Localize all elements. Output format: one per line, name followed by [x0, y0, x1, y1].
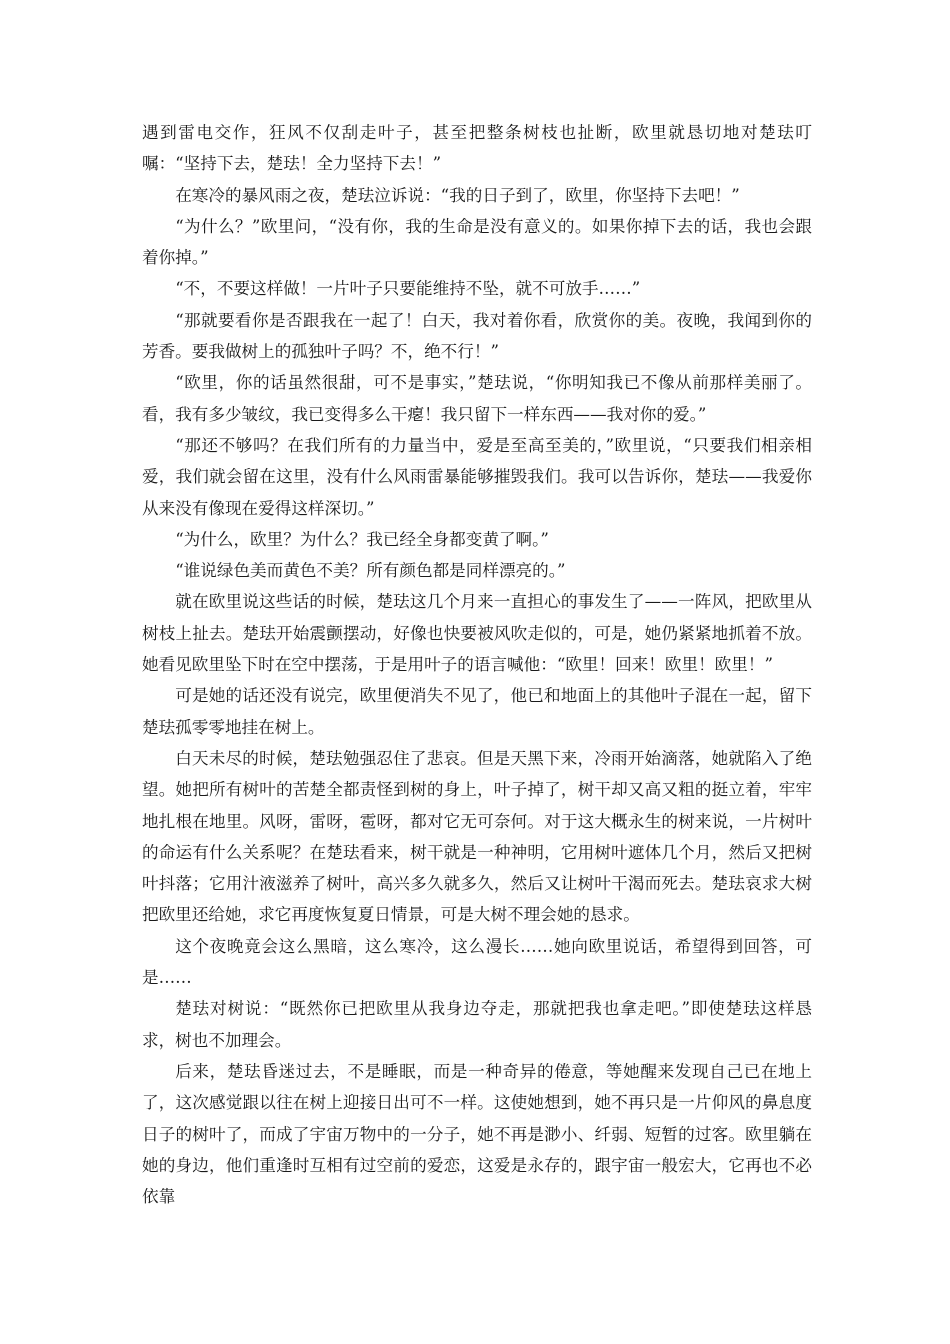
paragraph-2: 在寒冷的暴风雨之夜，楚珐泣诉说：“我的日子到了，欧里，你坚持下去吧！”	[175, 185, 740, 205]
paragraph-12: 白天未尽的时候，楚珐勉强忍住了悲哀。但是天黑下来，冷雨开始滴落，她就陷入了绝望。她把所有树叶的苦楚全都责怪到树的身上，叶子掉了，树干却又高又粗的挺立着，牢牢地扎根在地里。风呀，雷呀，雹呀，都对它无可奈何。对于这大概永生的树来说，一片树叶的命运有什么关系呢？在楚珐看来，树干就是一种神明，它用树叶遮体几个月，然后又把树叶抖落；它用汁液滋养了树叶，高兴多久就多久，然后又让树叶干渴而死去。楚珐哀求大树把欧里还给她，求它再度恢复夏日情景，可是大树不理会她的恳求。	[142, 748, 812, 925]
paragraph-15: 后来，楚珐昏迷过去，不是睡眠，而是一种奇异的倦意，等她醒来发现自己已在地上了，这次感觉跟以往在树上迎接日出可不一样。这使她想到，她不再只是一片仰风的鼻息度日子的树叶了，而成了宇宙万物中的一分子，她不再是渺小、纤弱、短暂的过客。欧里躺在她的身边，他们重逢时互相有过空前的爱恋，这爱是永存的，跟宇宙一般宏大，它再也不必依靠	[142, 1061, 812, 1207]
paragraph-13: 这个夜晚竟会这么黑暗，这么寒冷，这么漫长……她向欧里说话，希望得到回答，可是……	[142, 936, 812, 988]
paragraph-10: 就在欧里说这些话的时候，楚珐这几个月来一直担心的事发生了——一阵风，把欧里从树枝上扯去。楚珐开始震颤摆动，好像也快要被风吹走似的，可是，她仍紧紧地抓着不放。她看见欧里坠下时在空中摆荡，于是用叶子的语言喊他：“欧里！回来！欧里！欧里！”	[142, 592, 812, 675]
paragraph-9: “谁说绿色美而黄色不美？所有颜色都是同样漂亮的。”	[175, 561, 566, 581]
paragraph-8: “为什么，欧里？为什么？我已经全身都变黄了啊。”	[175, 529, 549, 549]
paragraph-3: “为什么？”欧里问，“没有你，我的生命是没有意义的。如果你掉下去的话，我也会跟着你掉。”	[142, 216, 812, 268]
paragraph-14: 楚珐对树说：“既然你已把欧里从我身边夺走，那就把我也拿走吧。”即使楚珐这样恳求，树也不加理会。	[142, 999, 812, 1050]
paragraph-6: “欧里，你的话虽然很甜，可不是事实，”楚珐说，“你明知我已不像从前那样美丽了。看，我有多少皱纹，我已变得多么干瘪！我只留下一样东西——我对你的爱。”	[142, 373, 812, 424]
paragraph-1: 遇到雷电交作，狂风不仅刮走叶子，甚至把整条树枝也扯断，欧里就恳切地对楚珐叮嘱：“坚持下去，楚珐！全力坚持下去！”	[142, 123, 812, 174]
paragraph-5: “那就要看你是否跟我在一起了！白天，我对着你看，欣赏你的美。夜晚，我闻到你的芳香。要我做树上的孤独叶子吗？不，绝不行！”	[142, 310, 812, 362]
paragraph-4: “不，不要这样做！一片叶子只要能维持不坠，就不可放手……”	[175, 279, 641, 299]
story-text	[142, 117, 812, 1212]
paragraph-11: 可是她的话还没有说完，欧里便消失不见了，他已和地面上的其他叶子混在一起，留下楚珐孤零零地挂在树上。	[142, 686, 812, 737]
paragraph-7: “那还不够吗？在我们所有的力量当中，爱是至高至美的，”欧里说，“只要我们相亲相爱，我们就会留在这里，没有什么风雨雷暴能够摧毁我们。我可以告诉你，楚珐——我爱你从来没有像现在爱得这样深切。”	[142, 435, 812, 518]
